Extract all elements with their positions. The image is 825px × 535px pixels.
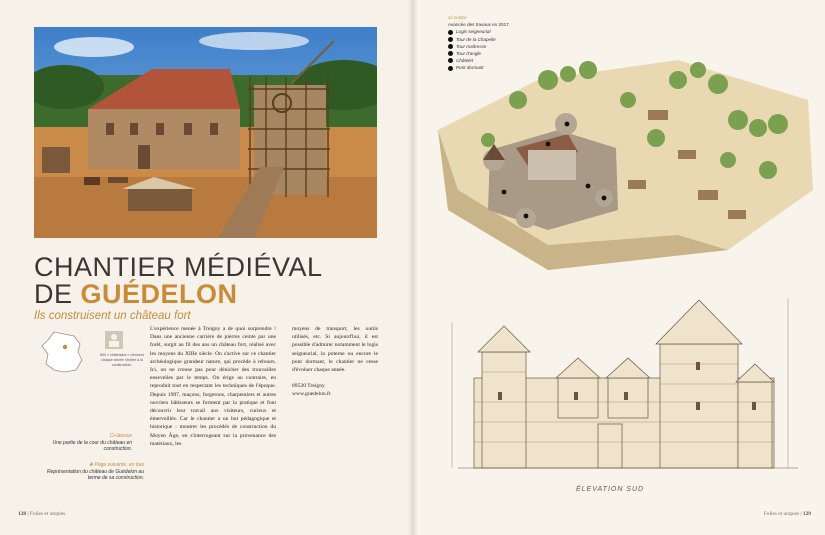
- article-subtitle: Ils construisent un château fort: [34, 310, 191, 322]
- info-text: 800 « châtelains » viennent chaque année s'initier à la construction.: [100, 353, 144, 367]
- caption-next-page-text: Représentation du château de Guédelon au terme de sa construction.: [46, 468, 144, 482]
- article-title: [34, 254, 374, 308]
- aerial-castle-illustration: [428, 40, 818, 275]
- legend-item-label: Tour maîtresse: [456, 43, 487, 49]
- bullet-icon: [448, 30, 453, 35]
- legend-item-label: Châtelet: [456, 58, 474, 64]
- caption-next-page-label-text: Page suivante, en bas: [94, 462, 144, 468]
- running-title-left: Folies et utopies: [29, 511, 66, 517]
- visitors-icon: [104, 330, 124, 350]
- france-map-icon: [40, 330, 86, 374]
- legend-item-label: Tour d'angle: [456, 51, 481, 57]
- running-title-right: Folies et utopies: [763, 511, 800, 517]
- address-website: www.guedelon.fr: [292, 391, 331, 398]
- legend-item-label: Logis seigneurial: [456, 29, 491, 35]
- legend-item-label: Pont dormant: [456, 65, 484, 71]
- caption-next-page-label: ✤ Page suivante, en bas: [88, 462, 144, 468]
- body-column-1: L'expérience menée à Treigny a de quoi surprendre ! Dans une ancienne carrière de pierres ceinte par une forêt, surgit au fil des ans un château fort, réalisé avec les moyens du XIIIe siècle. On s'active sur ce chantier archéologique grandeur nature, qui procède à rebours. Ici, on ne creuse pas pour dénicher des trouvailles ensevelies par le temps. On érige au contraire, en reproduit tout en respectant les techniques de l'époque. Depuis 1997, maçons, forgerons, charpentiers et autres ouvriers bâtisseurs se forment par la pratique et font découvrir leur travail aux visiteurs, curieux et émerveillés. Car le chantier a un but pédagogique et historique : montrer les procédés de construction du Moyen Âge, en s'interrogeant sur la provenance des matériaux, les: [150, 326, 276, 447]
- title-accent: GUÉDELON: [80, 279, 238, 309]
- legend-label: Ci-contre: [448, 15, 467, 20]
- page-number-left: 128: [18, 511, 27, 517]
- caption-next-page: [40, 462, 144, 482]
- title-line-2: [34, 281, 374, 308]
- address-block: [292, 382, 378, 398]
- elevation-label: ÉLEVATION SUD: [576, 486, 645, 493]
- body-column-2: [292, 325, 378, 399]
- caption-top-label: Ci-dessus: [109, 433, 132, 439]
- body-column-2-text: moyens de transport, les outils utilisés, etc. Si aujourd'hui, il est possible d'admirer notamment le logis seigneurial, la poterne ou encore le pont dormant, le chantier ne cesse d'évoluer chaque année.: [292, 326, 378, 374]
- title-line-1: CHANTIER MÉDIÉVAL: [34, 252, 323, 282]
- page-number-right: 129: [802, 511, 811, 517]
- folio-right: Folies et utopies | 129: [763, 511, 811, 517]
- legend-heading: Avancée des travaux en 2017: [448, 22, 509, 28]
- legend-item-label: Tour de la Chapelle: [456, 36, 496, 42]
- construction-site-photo: [34, 27, 377, 238]
- caption-top: [40, 433, 132, 453]
- page-gutter: [408, 0, 418, 535]
- folio-left: 128 | Folies et utopies: [18, 511, 66, 517]
- caption-top-text: Une partie de la cour du château en construction.: [52, 439, 132, 453]
- south-elevation-drawing: [438, 292, 818, 502]
- address-city: 89520 Treigny: [292, 383, 325, 390]
- legend-item: [448, 28, 509, 35]
- title-de: DE: [34, 279, 81, 309]
